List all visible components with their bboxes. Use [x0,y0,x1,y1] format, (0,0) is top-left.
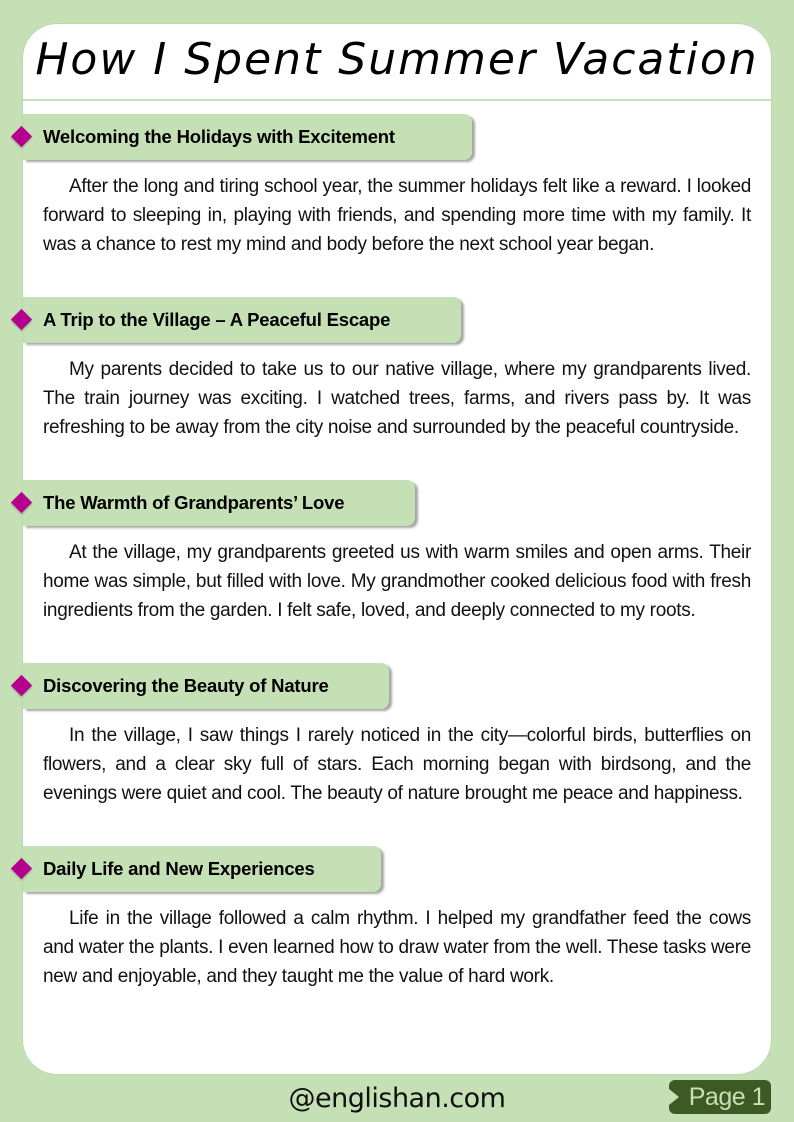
title-divider [23,99,771,101]
diamond-bullet-icon [11,492,32,513]
section-heading-bar [23,114,472,160]
diamond-bullet-icon [11,126,32,147]
section-heading: Discovering the Beauty of Nature [43,675,329,696]
section-heading-bar [23,480,415,526]
footer-site-link[interactable]: @englishan.com [288,1083,506,1114]
title-area [23,24,771,100]
section-heading-bar [23,663,389,709]
diamond-bullet-icon [11,309,32,330]
section-heading-bar [23,297,461,343]
section-1 [23,114,771,259]
section-paragraph: In the village, I saw things I rarely noticed in the city—colorful birds, butterflies on flowers, and a clear sky full of stars. Each morning began with birdsong, and the evenings were quiet and cool. The beauty of nature brought me peace and happiness. [43,725,751,804]
section-3 [23,480,771,625]
arrow-notch-icon [669,1089,679,1105]
section-4 [23,663,771,808]
section-2 [23,297,771,442]
section-paragraph: My parents decided to take us to our native village, where my grandparents lived. The train journey was exciting. I watched trees, farms, and rivers pass by. It was refreshing to be away from the city noise and surrounded by the peaceful countryside. [43,359,751,438]
diamond-bullet-icon [11,858,32,879]
page-number-badge [669,1080,771,1114]
diamond-bullet-icon [11,675,32,696]
section-paragraph: After the long and tiring school year, the summer holidays felt like a reward. I looked forward to sleeping in, playing with friends, and spending more time with my family. It was a chance to rest my mind and body before the next school year began. [43,176,751,255]
section-paragraph: Life in the village followed a calm rhythm. I helped my grandfather feed the cows and water the plants. I even learned how to draw water from the well. These tasks were new and enjoyable, and they taught me the value of hard work. [43,908,751,987]
section-paragraph: At the village, my grandparents greeted us with warm smiles and open arms. Their home was simple, but filled with love. My grandmother cooked delicious food with fresh ingredients from the garden. I felt safe, loved, and deeply connected to my roots. [43,542,751,621]
page-card [23,24,771,1074]
section-heading: The Warmth of Grandparents’ Love [43,492,345,513]
section-heading-bar [23,846,381,892]
section-5 [23,846,771,991]
section-heading: Daily Life and New Experiences [43,858,315,879]
section-heading: A Trip to the Village – A Peaceful Escape [43,309,391,330]
section-heading: Welcoming the Holidays with Excitement [43,126,395,147]
page-title: How I Spent Summer Vacation [35,34,759,85]
page-number-label: Page 1 [688,1082,765,1111]
